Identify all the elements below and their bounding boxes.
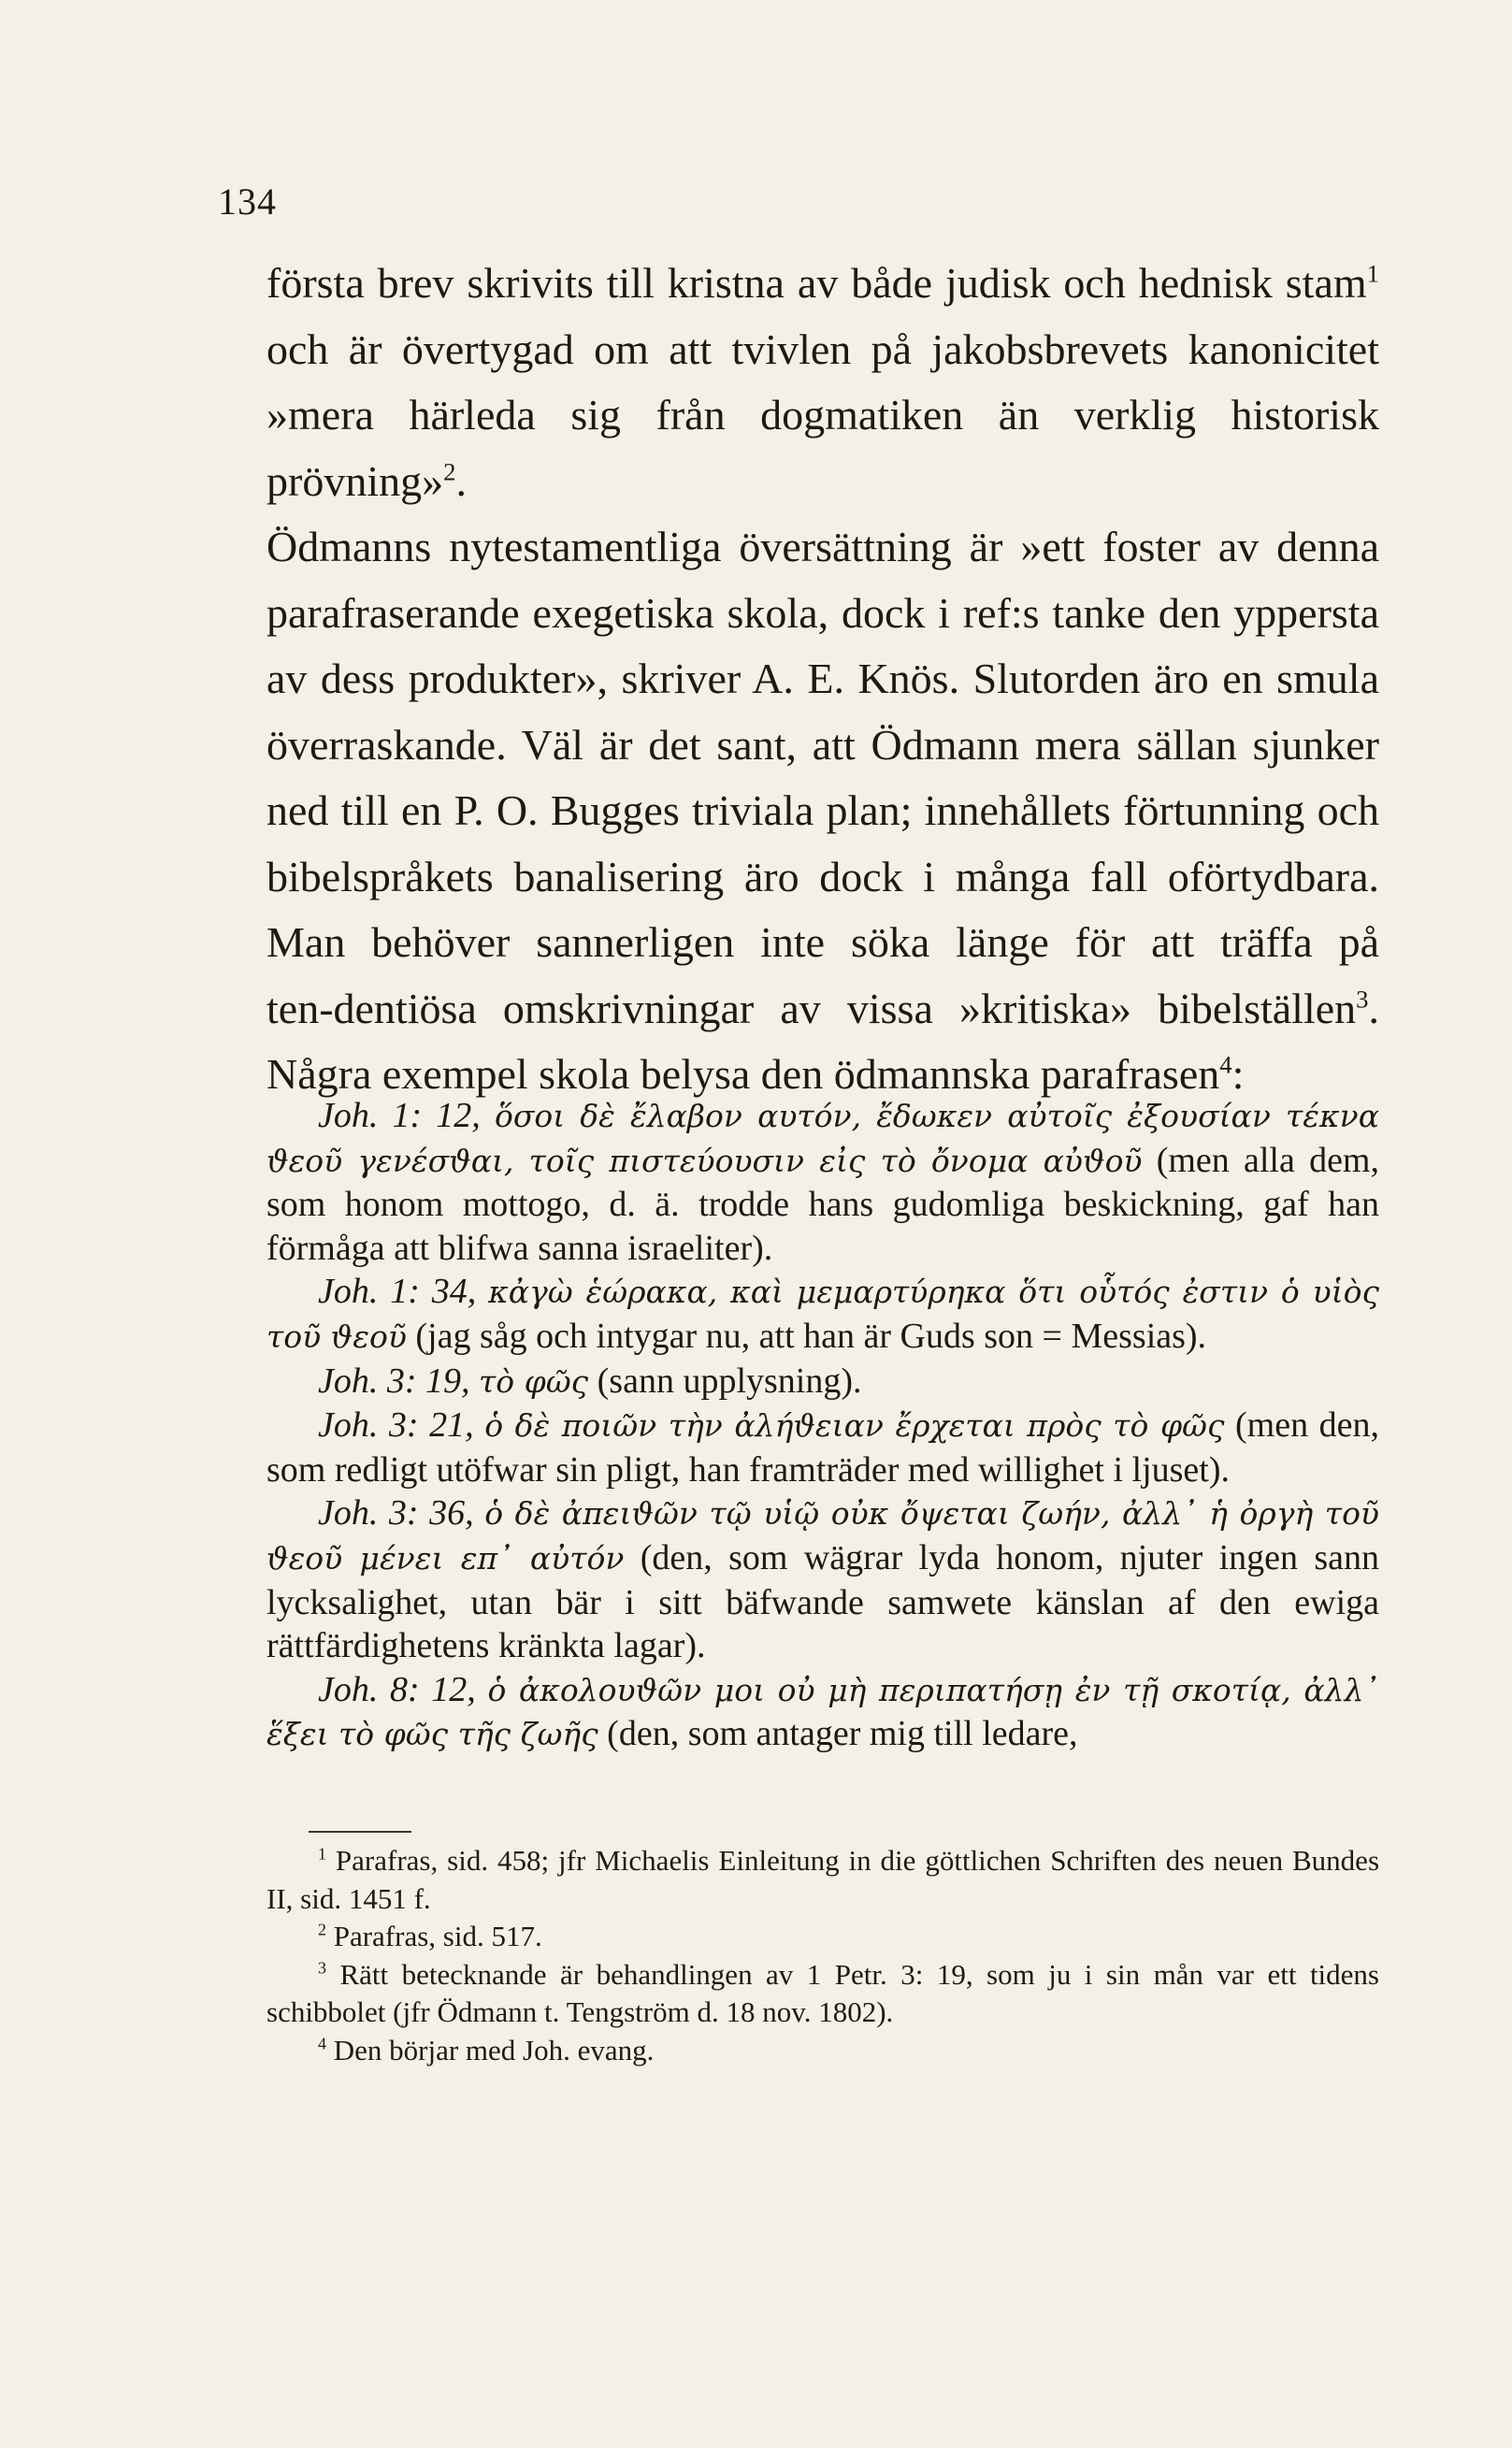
footnote-number: 1 <box>318 1844 326 1864</box>
footnote <box>266 1918 1379 1956</box>
swedish-paraphrase: (jag såg och intygar nu, att han är Guds son = Messias). <box>415 1316 1207 1356</box>
greek-text: τὸ φῶς <box>479 1362 589 1400</box>
footnote <box>266 1956 1379 2032</box>
swedish-paraphrase: (men alla dem, som honom mottogo, d. ä. trodde hans gudomliga beskickning, gaf han förmåga att blifwa sanna israeliter). <box>266 1140 1379 1268</box>
footnote-number: 2 <box>318 1920 326 1939</box>
swedish-paraphrase: (men den, som redligt utöfwar sin pligt, han framträder med willighet i ljuset). <box>266 1405 1380 1490</box>
footnotes <box>266 1842 1379 2069</box>
footnote-ref-1: 1 <box>1366 259 1379 288</box>
text-span: och är övertygad om att tvivlen på jakobsbrevets kanonicitet »mera härleda sig från dogmatiken än verklig historisk prövning» <box>266 324 1379 505</box>
swedish-paraphrase: (den, som wägrar lyda honom, njuter ingen sann lycksalighet, utan bär i sitt bäfwande samwete känslan af den ewiga rättfärdighetens kränkta lagar). <box>266 1537 1380 1666</box>
footnote-text: Den börjar med Joh. evang. <box>333 2033 655 2066</box>
footnote-divider <box>309 1831 411 1833</box>
example-item <box>266 1270 1379 1359</box>
paragraph-2 <box>266 514 1379 1108</box>
footnote-ref-2: 2 <box>443 457 456 486</box>
text-span: . <box>455 456 467 505</box>
greek-text: ὁ δὲ ἀπειϑῶν τῷ υἱῷ οὐκ ὄψεται ζωήν, ἀλλ᾽ ἡ ὀργὴ τοῦ ϑεοῦ μένει επ᾽ αὐτόν <box>266 1495 1379 1577</box>
footnote-text: Rätt betecknande är behandlingen av 1 Petr. 3: 19, som ju i sin mån var ett tidens schibbolet (jfr Ödmann t. Tengström d. 18 nov. 1802). <box>266 1957 1379 2028</box>
text-span: Ödmanns nytestamentliga översättning är »ett foster av denna parafraserande exegetiska skola, dock i ref:s tanke den yppersta av dess produkter», skriver A. E. Knös. Slutorden äro en smula överraskande. Väl är det sant, att Ödmann mera sällan sjunker ned till en P. O. Bugges triviala plan; innehållets förtunning och bibelspråkets banalisering äro dock i många fall oförtydbara. Man behöver sannerligen inte söka länge för att träffa på ten‑dentiösa omskrivningar av vissa »kritiska» bibelställen <box>266 523 1379 1032</box>
bible-examples <box>266 1094 1379 1757</box>
footnote <box>266 2032 1379 2070</box>
text-span: första brev skrivits till kristna av både judisk och hednisk stam <box>266 259 1367 307</box>
swedish-paraphrase: (sann upplysning). <box>597 1361 862 1401</box>
greek-text: ὁ ἀκολουϑῶν μοι οὐ μὴ περιπατήσῃ ἐν τῇ σκοτίᾳ, ἀλλ᾽ ἕξει τὸ φῶς τῆς ζωῆς <box>266 1671 1379 1753</box>
example-item <box>266 1094 1379 1270</box>
text-span: : <box>1231 1050 1245 1098</box>
verse-reference: Joh. 3: 21, <box>318 1405 474 1446</box>
page-number: 134 <box>218 180 277 223</box>
main-text <box>266 251 1379 1108</box>
greek-text: κἀγὼ ἑώρακα, καὶ μεμαρτύρηκα ὅτι οὗτός ἐστιν ὁ υἱὸς τοῦ ϑεοῦ <box>266 1274 1379 1355</box>
example-item <box>266 1360 1379 1404</box>
verse-reference: Joh. 8: 12, <box>318 1669 476 1709</box>
footnote <box>266 1842 1379 1918</box>
footnote-number: 4 <box>318 2034 326 2053</box>
example-item <box>266 1404 1379 1491</box>
footnote-ref-3: 3 <box>1356 985 1369 1014</box>
greek-text: ὅσοι δὲ ἔλαβον αυτόν, ἔδωκεν αὐτοῖς ἐξουσίαν τέκνα ϑεοῦ γενέσϑαι, τοῖς πιστεύουσιν εἰς τὸ ὄνομα αὐϑοῦ <box>266 1098 1379 1179</box>
footnote-number: 3 <box>318 1958 326 1978</box>
verse-reference: Joh. 3: 36, <box>318 1493 474 1534</box>
text-span: . Några exempel skola belysa den ödmannska parafrasen <box>266 984 1379 1098</box>
verse-reference: Joh. 1: 34, <box>318 1272 477 1312</box>
verse-reference: Joh. 3: 19, <box>318 1361 470 1401</box>
footnote-text: Parafras, sid. 458; jfr Michaelis Einleitung in die göttlichen Schriften des neuen Bundes II, sid. 1451 f. <box>266 1844 1380 1915</box>
footnote-ref-4: 4 <box>1219 1050 1232 1079</box>
example-item <box>266 1491 1379 1667</box>
example-item <box>266 1668 1379 1757</box>
paragraph-1 <box>266 251 1379 514</box>
verse-reference: Joh. 1: 12, <box>318 1096 481 1135</box>
greek-text: ὁ δὲ ποιῶν τὴν ἀλήϑειαν ἔρχεται πρὸς τὸ φῶς <box>484 1407 1225 1445</box>
footnote-text: Parafras, sid. 517. <box>333 1920 542 1952</box>
swedish-paraphrase: (den, som antager mig till ledare, <box>607 1714 1078 1754</box>
